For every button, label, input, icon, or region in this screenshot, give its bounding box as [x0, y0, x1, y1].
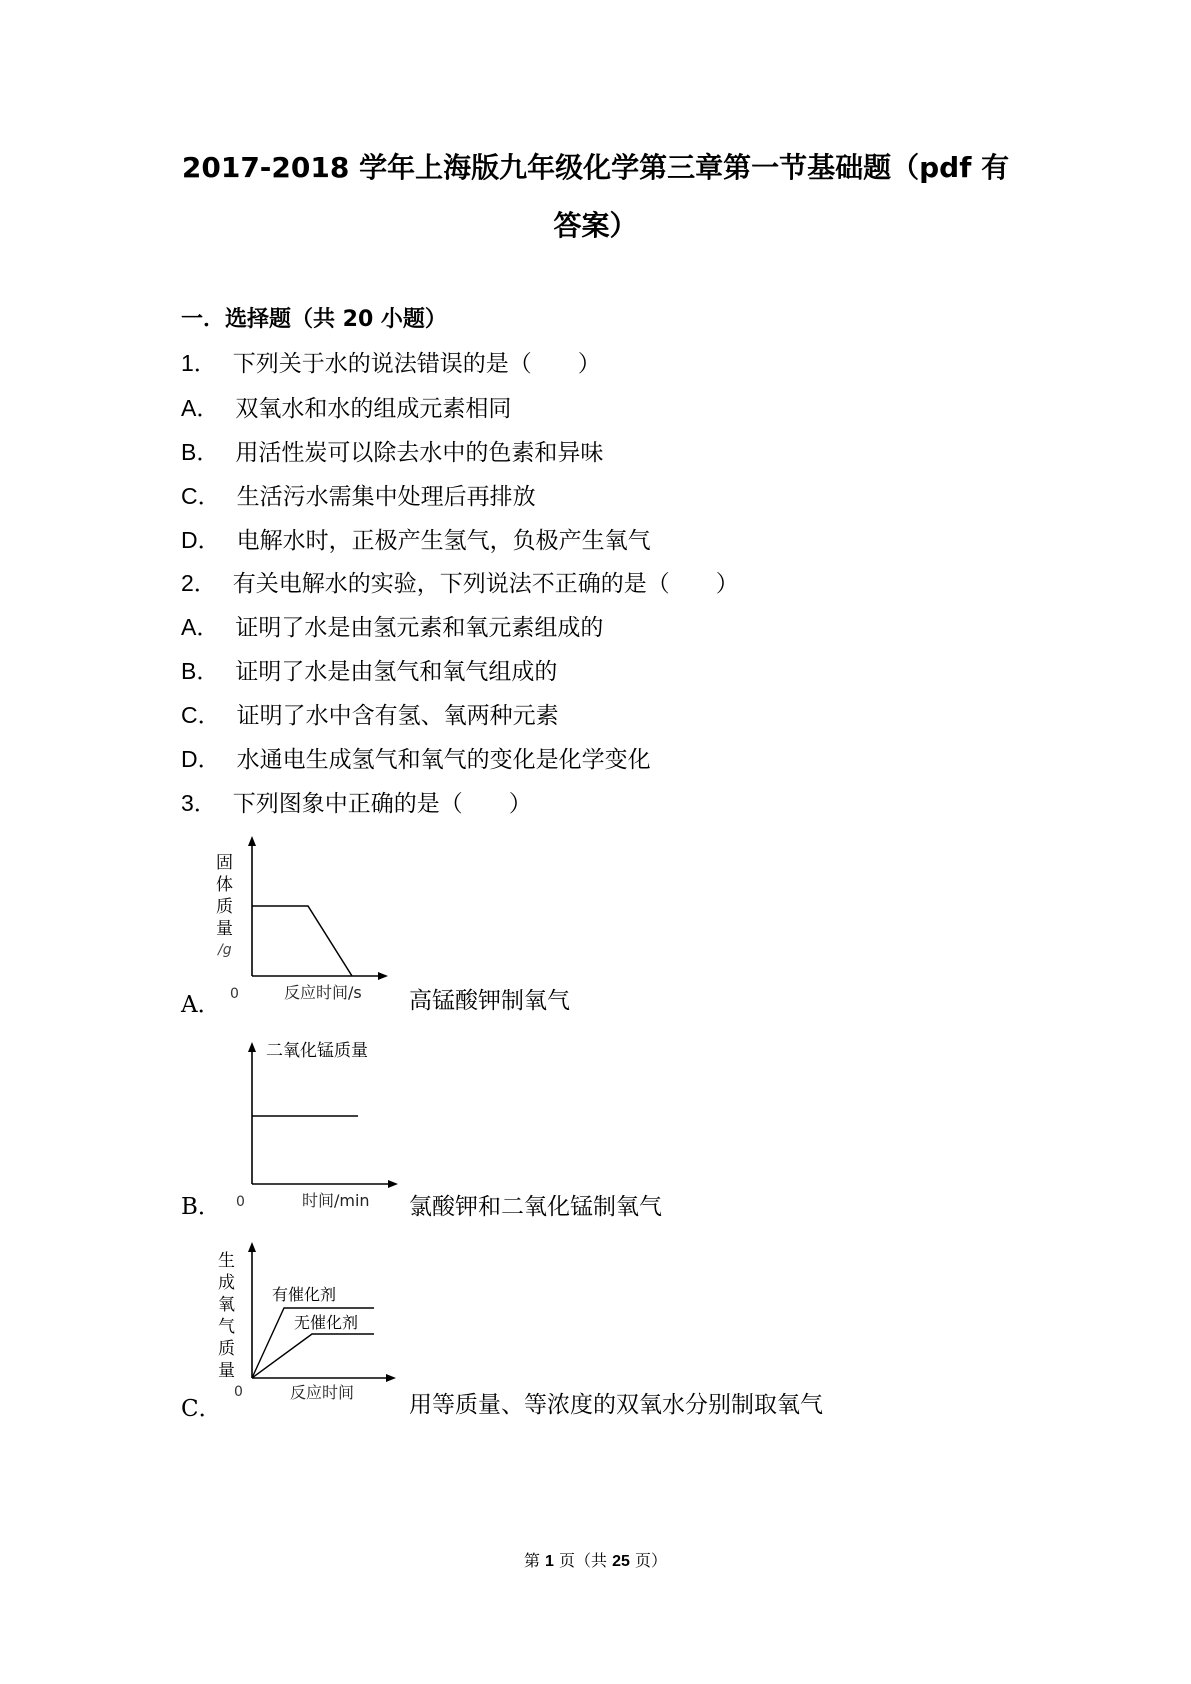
question-stem: 下列关于水的说法错误的是（ ） [232, 351, 601, 377]
graph-c-y-arrow-icon [248, 1242, 256, 1252]
footer-prefix: 第 [523, 1551, 546, 1570]
option-letter: B． [181, 658, 220, 684]
question-3 [181, 785, 532, 818]
option-letter: C． [181, 702, 221, 728]
graph-a-y-label-1: 固 [216, 853, 233, 873]
graph-b-origin: 0 [236, 1194, 245, 1210]
option-2b [181, 653, 557, 686]
option-2c [181, 697, 559, 730]
graph-c-oxygen-mass [214, 1236, 404, 1416]
question-number: 2． [181, 570, 217, 596]
graph-b-y-label: 二氧化锰质量 [266, 1041, 368, 1061]
option-letter: D． [181, 527, 221, 553]
graph-a-x-arrow-icon [378, 972, 388, 980]
option-text: 证明了水是由氢元素和氧元素组成的 [235, 615, 604, 641]
option-3b-text: 氯酸钾和二氧化锰制氧气 [409, 1194, 662, 1220]
graph-a-origin: 0 [230, 986, 239, 1002]
graph-c-y-label-5: 质 [218, 1339, 235, 1359]
graph-a-y-label-4: 量 [216, 919, 233, 939]
section-heading: 一．选择题（共 20 小题） [181, 307, 447, 332]
graph-c-y-label-6: 量 [218, 1361, 235, 1381]
question-stem: 有关电解水的实验，下列说法不正确的是（ ） [232, 571, 739, 597]
option-letter: A． [181, 614, 220, 640]
option-text: 证明了水是由氢气和氧气组成的 [235, 659, 558, 685]
graph-a-y-label-3: 质 [216, 897, 233, 917]
question-2 [181, 565, 739, 598]
graph-c-y-label-4: 气 [218, 1317, 235, 1337]
document-title-line-1: 2017-2018 学年上海版九年级化学第三章第一节基础题（pdf 有 [181, 151, 1010, 184]
option-3c-letter: C． [181, 1396, 222, 1422]
graph-c-origin: 0 [234, 1384, 243, 1400]
graph-b-x-arrow-icon [388, 1180, 398, 1188]
question-number: 1． [181, 350, 217, 376]
option-2a [181, 609, 603, 642]
graph-c-y-label-1: 生 [218, 1251, 235, 1271]
page-footer [0, 1548, 1191, 1571]
option-3a-letter: A． [181, 992, 221, 1018]
footer-page-number: 1 [545, 1553, 554, 1570]
option-text: 生活污水需集中处理后再排放 [236, 484, 536, 510]
footer-suffix: 页） [629, 1551, 668, 1570]
option-1d [181, 522, 651, 555]
footer-total-pages: 25 [612, 1553, 630, 1570]
question-stem: 下列图象中正确的是（ ） [232, 791, 532, 817]
graph-c-y-label-3: 氧 [218, 1295, 235, 1315]
graph-c-curve-no-catalyst [252, 1334, 374, 1378]
graph-a-x-label: 反应时间/s [284, 983, 362, 1002]
footer-middle: 页（共 [553, 1551, 613, 1570]
graph-a-y-arrow-icon [248, 836, 256, 846]
option-text: 电解水时，正极产生氢气，负极产生氧气 [236, 528, 651, 554]
graph-a-y-label-2: 体 [216, 875, 233, 895]
graph-c-y-label-2: 成 [218, 1273, 235, 1293]
graph-c-series-label-no-catalyst: 无催化剂 [294, 1313, 359, 1332]
graph-b-x-label: 时间/min [302, 1191, 370, 1210]
option-3a-text: 高锰酸钾制氧气 [409, 988, 570, 1014]
graph-b-mno2-mass [216, 1034, 406, 1220]
option-letter: D． [181, 746, 221, 772]
option-3c-text: 用等质量、等浓度的双氧水分别制取氧气 [409, 1392, 823, 1418]
question-1 [181, 345, 601, 378]
graph-c-x-label: 反应时间 [290, 1383, 355, 1402]
option-1b [181, 434, 603, 467]
graph-a-y-unit: /g [218, 942, 232, 958]
option-letter: A． [181, 395, 220, 421]
graph-a-solid-mass [212, 834, 392, 1020]
option-letter: C． [181, 483, 221, 509]
option-text: 用活性炭可以除去水中的色素和异味 [235, 440, 604, 466]
document-title-line-2: 答案） [553, 209, 638, 242]
option-text: 水通电生成氢气和氧气的变化是化学变化 [236, 747, 651, 773]
question-number: 3． [181, 790, 217, 816]
graph-c-series-label-catalyst: 有催化剂 [272, 1285, 337, 1304]
option-1c [181, 478, 536, 511]
graph-c-x-arrow-icon [386, 1374, 396, 1382]
option-1a [181, 390, 511, 423]
graph-a-curve [252, 906, 352, 976]
option-letter: B． [181, 439, 220, 465]
option-3b-letter: B． [181, 1194, 221, 1220]
option-text: 证明了水中含有氢、氧两种元素 [236, 703, 559, 729]
graph-b-y-arrow-icon [248, 1042, 256, 1052]
option-text: 双氧水和水的组成元素相同 [235, 396, 512, 422]
option-2d [181, 741, 651, 774]
